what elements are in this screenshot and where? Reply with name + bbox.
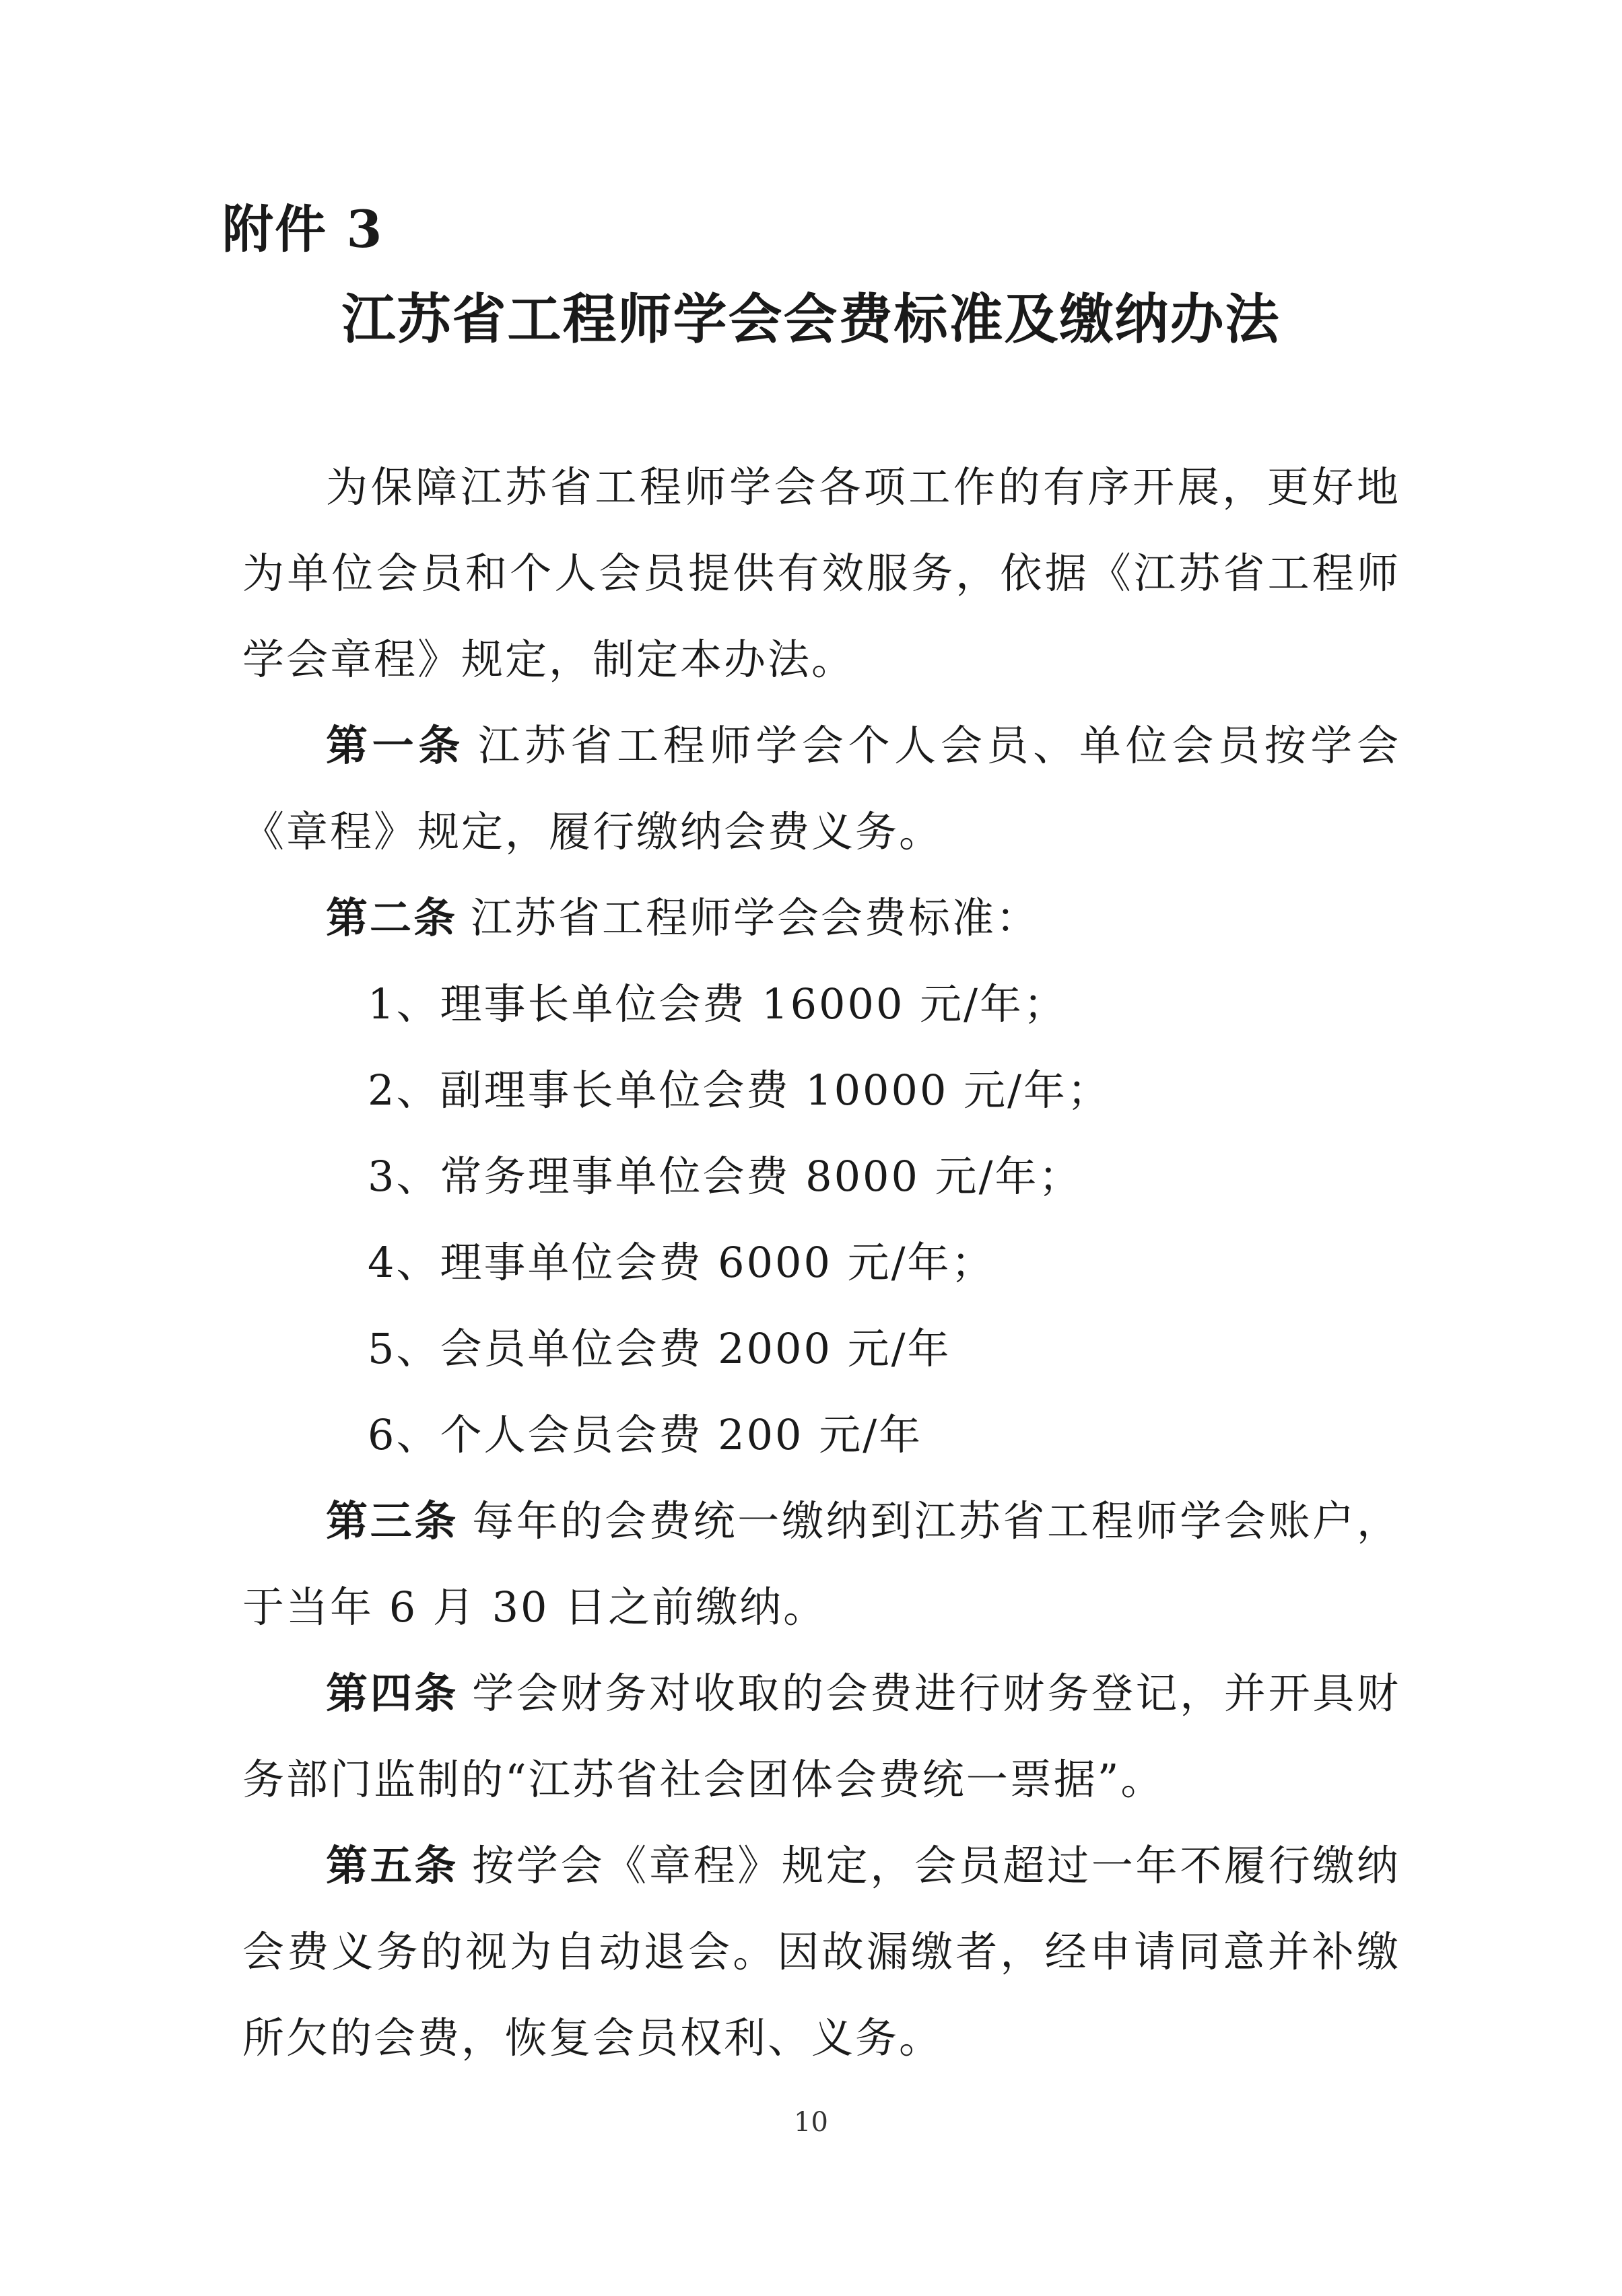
- article-1: [242, 703, 1400, 875]
- article-5: [242, 1823, 1400, 2081]
- article-4-text: 学会财务对收取的会费进行财务登记，并开具财务部门监制的“江苏省社会团体会费统一票据”。: [242, 1669, 1400, 1804]
- fee-item: 2、副理事长单位会费 10000 元/年；: [368, 1066, 1111, 1115]
- article-4: [242, 1650, 1400, 1823]
- fee-item: 6、个人会员会费 200 元/年: [368, 1410, 923, 1459]
- fee-item: 5、会员单位会费 2000 元/年: [368, 1324, 951, 1373]
- article-3-text: 每年的会费统一缴纳到江苏省工程师学会账户，于当年 6 月 30 日之前缴纳。: [242, 1496, 1400, 1632]
- article-3: [242, 1478, 1400, 1650]
- article-3-label: 第三条: [326, 1496, 459, 1545]
- article-1-label: 第一条: [326, 721, 465, 770]
- article-2-text: 江苏省工程师学会会费标准：: [471, 893, 1040, 942]
- intro-paragraph: 为保障江苏省工程师学会各项工作的有序开展，更好地为单位会员和个人会员提供有效服务，依据《江苏省工程师学会章程》规定，制定本办法。: [242, 462, 1400, 684]
- attachment-label: 附件 3: [222, 199, 384, 259]
- document-title: 江苏省工程师学会会费标准及缴纳办法: [341, 287, 1281, 351]
- article-2: [242, 875, 1400, 961]
- article-5-text: 按学会《章程》规定，会员超过一年不履行缴纳会费义务的视为自动退会。因故漏缴者，经申请同意并补缴所欠的会费，恢复会员权利、义务。: [242, 1841, 1400, 2062]
- page-number: 10: [794, 2107, 828, 2138]
- fee-item: 4、理事单位会费 6000 元/年；: [368, 1238, 995, 1287]
- article-5-label: 第五条: [326, 1841, 459, 1890]
- article-4-label: 第四条: [326, 1669, 459, 1718]
- fee-item: 1、理事长单位会费 16000 元/年；: [368, 979, 1067, 1029]
- article-1-text: 江苏省工程师学会个人会员、单位会员按学会《章程》规定，履行缴纳会费义务。: [242, 721, 1400, 856]
- document-body: [242, 444, 1400, 2081]
- fee-item: 3、常务理事单位会费 8000 元/年；: [368, 1152, 1083, 1201]
- article-2-label: 第二条: [326, 893, 458, 942]
